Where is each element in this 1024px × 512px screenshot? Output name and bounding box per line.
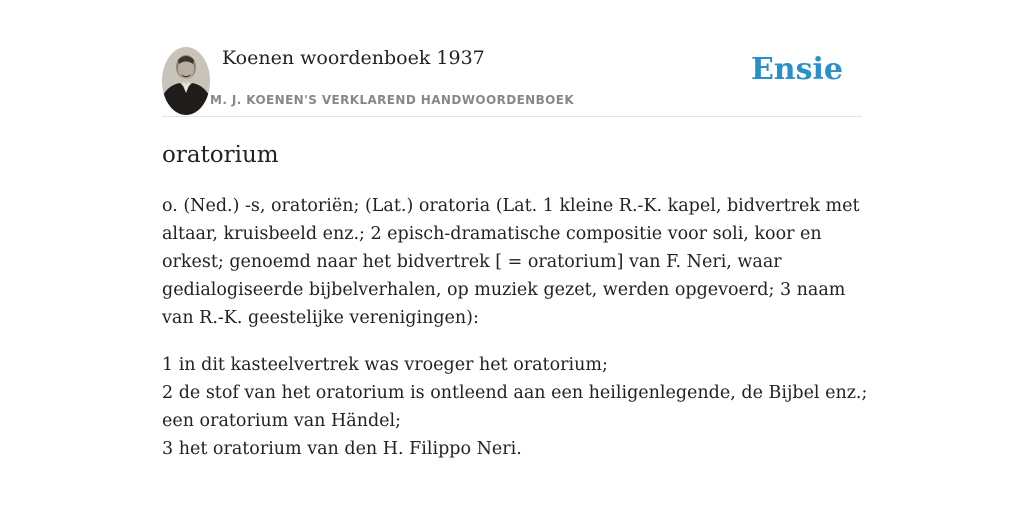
entry-examples [162, 351, 868, 463]
book-title: Koenen woordenboek 1937 [222, 47, 485, 69]
example-line: 2 de stof van het oratorium is ontleend aan een heiligenlegende, de Bijbel enz.; [162, 383, 868, 403]
example-line: 3 het oratorium van den H. Filippo Neri. [162, 439, 522, 459]
dictionary-header [162, 46, 862, 117]
entry-definition: o. (Ned.) -s, oratoriën; (Lat.) oratoria (Lat. 1 kleine R.-K. kapel, bidvertrek met altaar, kruisbeeld enz.; 2 episch-dramatische compositie voor soli, koor en orkest; genoemd naar het bidvertrek [ = oratorium] van F. Neri, waar gedialogiseerde bijbelverhalen, op muziek gezet, werden opgevoerd; 3 naam van R.-K. geestelijke verenigingen): [162, 196, 860, 328]
example-line: een oratorium van Händel; [162, 411, 402, 431]
example-line: 1 in dit kasteelvertrek was vroeger het oratorium; [162, 355, 608, 375]
author-portrait-icon [162, 47, 210, 115]
ensie-logo-link[interactable]: Ensie [750, 52, 843, 87]
book-subtitle: M. J. KOENEN'S VERKLAREND HANDWOORDENBOEK [210, 93, 575, 107]
entry-title: oratorium [162, 142, 279, 168]
